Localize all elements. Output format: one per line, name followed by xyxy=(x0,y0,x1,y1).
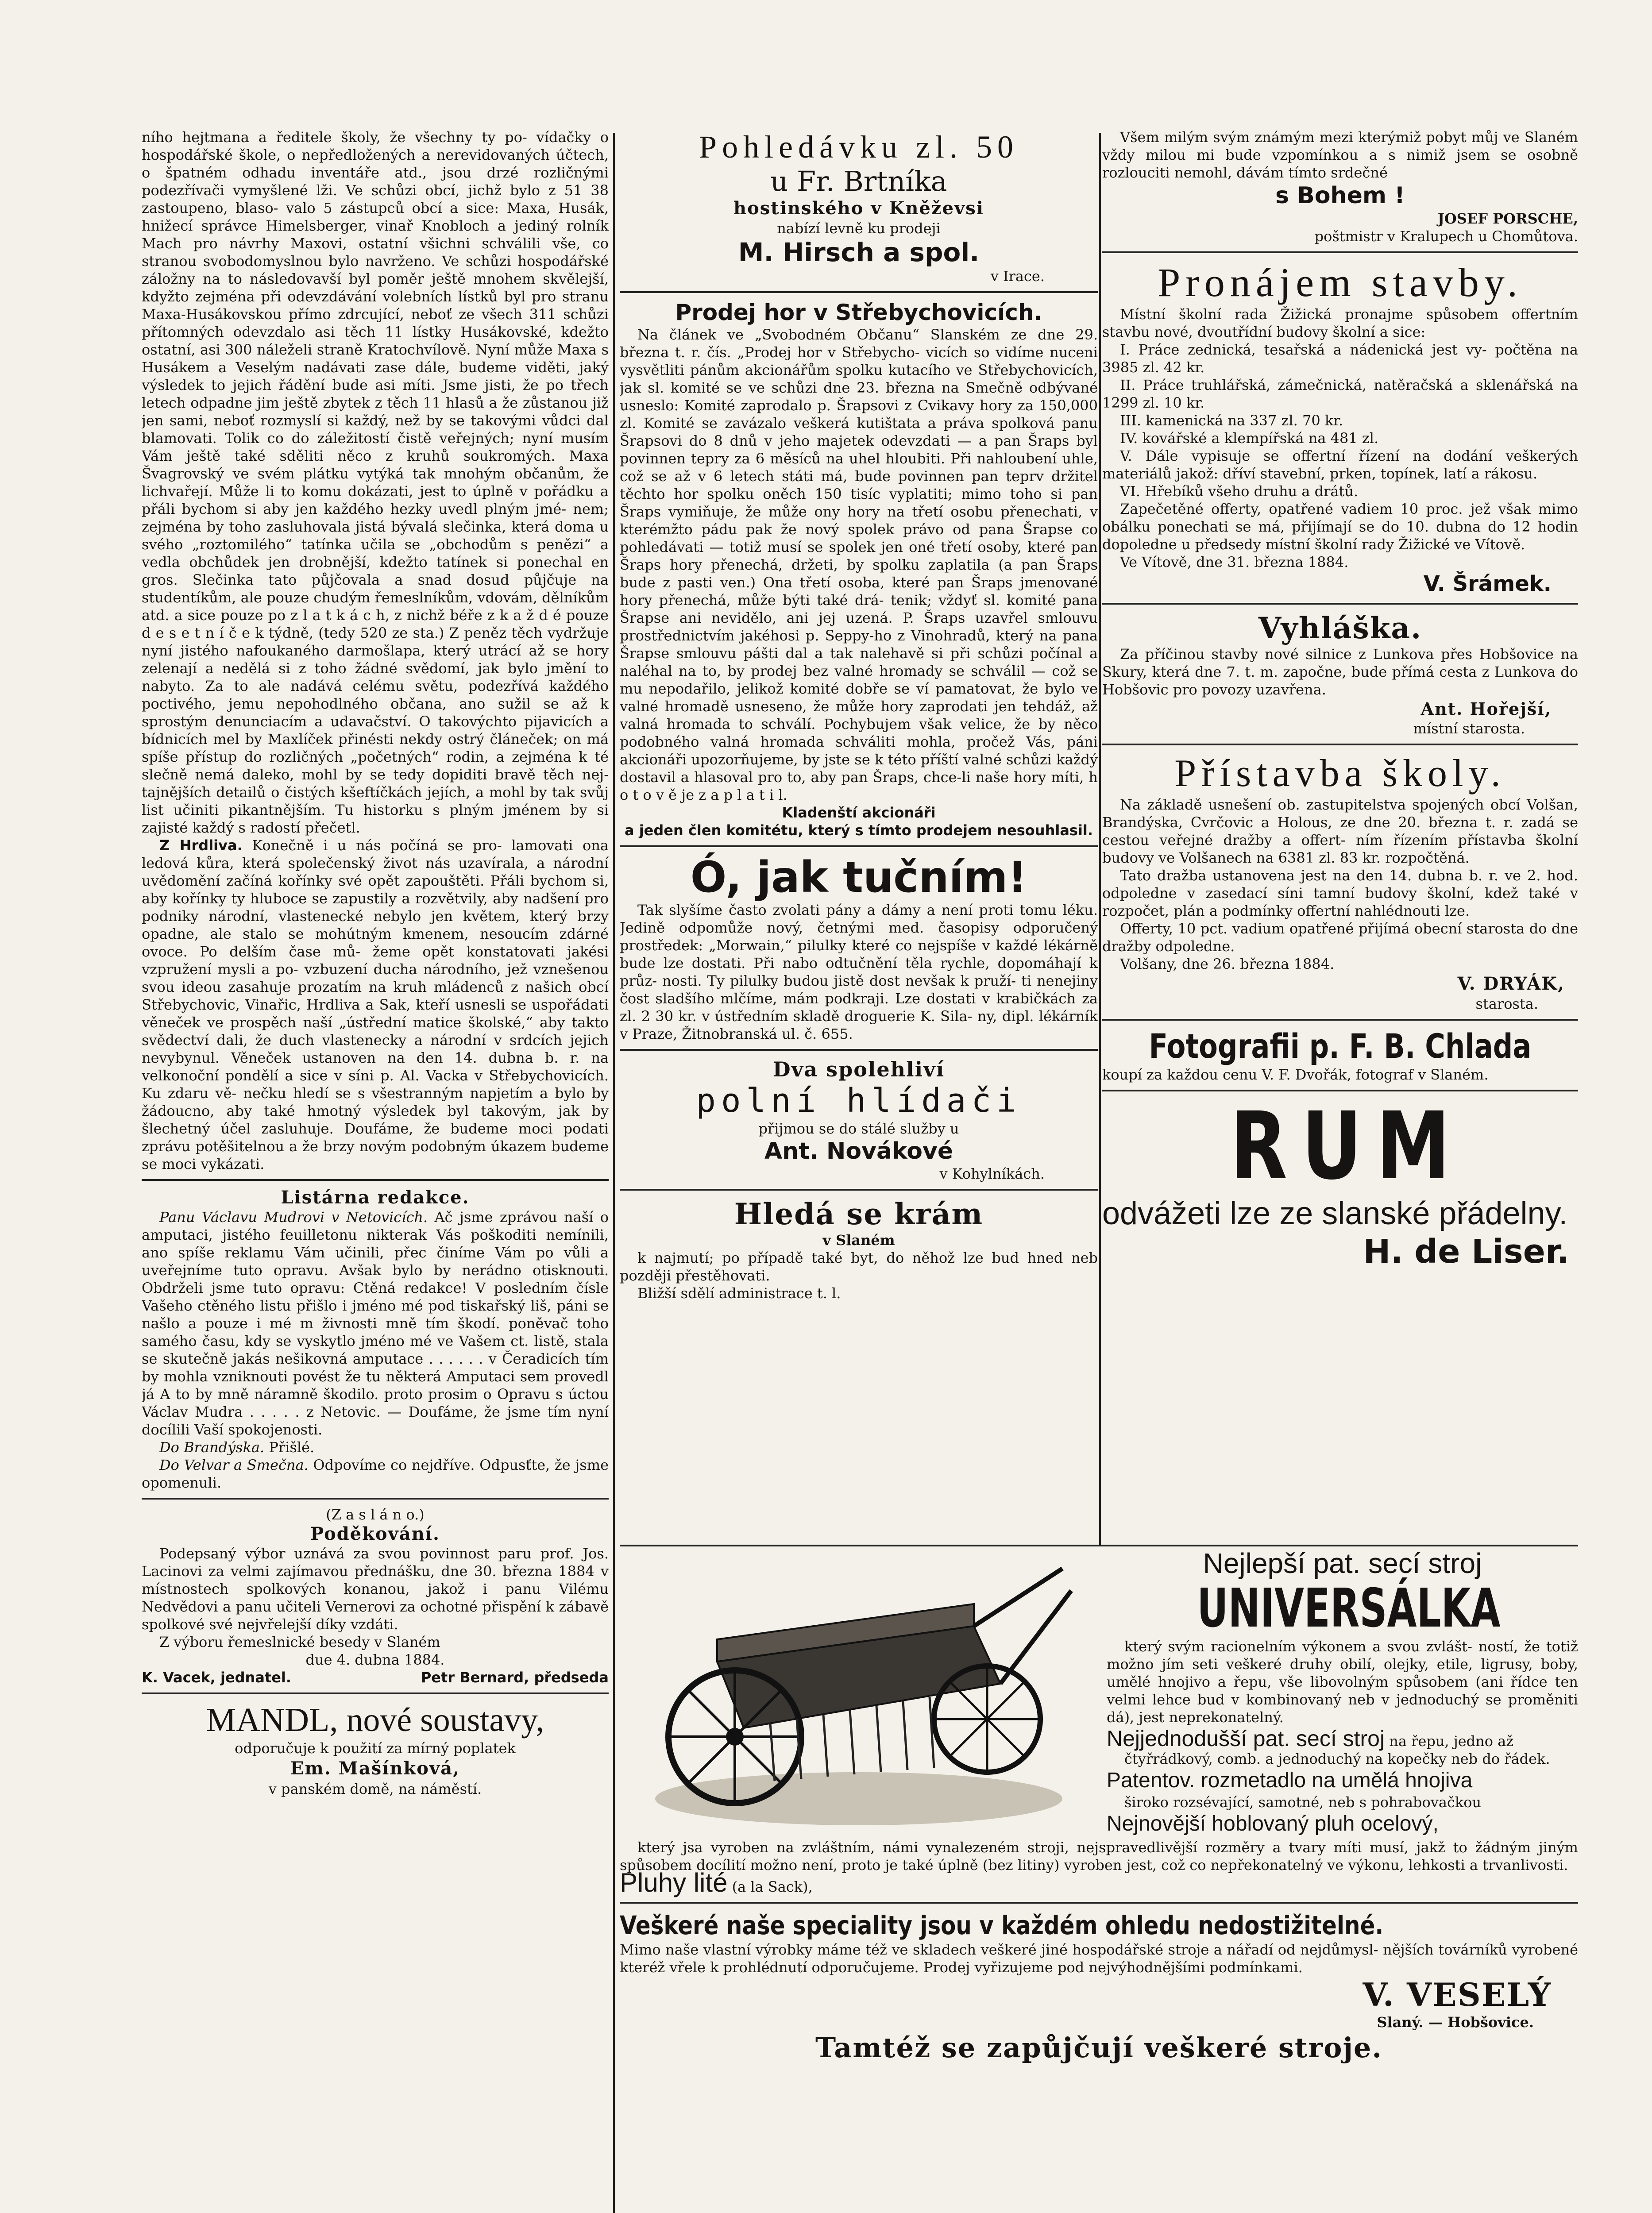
jak-heading: Ó, jak tučním! xyxy=(690,852,1027,902)
signature-jednatel: K. Vacek, jednatel. xyxy=(142,1669,292,1686)
foto-heading: Fotografii p. F. B. Chlada xyxy=(1149,1026,1532,1066)
stroj-heading: Nejlepší pat. secí stroj xyxy=(1203,1547,1482,1579)
listarna-to-3: Do Velvar a Smečna. xyxy=(159,1457,309,1473)
listarna-text-3: Odpovíme co nejdříve. Odpusťte, že jsme opomenuli. xyxy=(142,1457,609,1491)
tamtez-line: Tamtéž se zapůjčují veškeré stroje. xyxy=(815,2032,1382,2064)
prodej-sign1: Kladenští akcionáři xyxy=(782,804,936,821)
item1-text: čtyřrádkový, comb. a jednoduchý na kopečky neb do řádek. xyxy=(1124,1750,1550,1767)
item1-line xyxy=(1107,1726,1578,1751)
listarna-text-2: Přišlé. xyxy=(269,1439,315,1456)
vyhlaska-text: Za příčinou stavby nové silnice z Lunkova přes Hobšovice na Skury, která dne 7. t. m. započne, bude přímá cesta z Lunkova do Hobšovic pro povozy uzavřena. xyxy=(1102,646,1578,698)
pluhy-line xyxy=(620,1868,1578,1897)
porsche-name: JOSEF PORSCHE, xyxy=(1437,210,1578,227)
item1-side: na řepu, jedno až xyxy=(1389,1733,1514,1750)
kram-place: v Slaném xyxy=(822,1232,895,1249)
item3-main: Nejnovější hoblovaný pluh ocelový, xyxy=(1107,1812,1439,1835)
divider xyxy=(1102,1019,1578,1021)
item2-main: Patentov. rozmetadlo na umělá hnojiva xyxy=(1107,1769,1473,1792)
universalka-ad xyxy=(620,1545,1578,2213)
divider xyxy=(1102,1090,1578,1091)
kram-heading: Hledá se krám xyxy=(734,1197,984,1231)
full-text: který jsa vyroben na zvláštním, námi vynalezeném stroji, nejspravedlivější rozměry a tvary míti musí, jakž to žádným jiným spůsobem docílití možno není, proto je také úplně (bez litiny) vyroben jest, což co nepřekonatelný ve výkonu, lehkosti a trvanlivosti. xyxy=(620,1839,1578,1874)
vesely-place: Slaný. — Hobšovice. xyxy=(1377,2014,1534,2031)
pristavba-name: V. DRYÁK, xyxy=(1457,973,1565,994)
pronajem-text: Místní školní rada Žižická pronajme spůsobem offertním stavbu nové, dvoutřídní budovy školní a sice: xyxy=(1102,306,1578,340)
hlidaci-name: Ant. Novákové xyxy=(764,1138,953,1164)
divider xyxy=(620,291,1098,293)
pronajem-heading: Pronájem stavby. xyxy=(1158,260,1523,305)
listarna-paragraph xyxy=(142,1208,609,1438)
mandl-address: v panském domě, na náměstí. xyxy=(268,1781,482,1797)
rum-name: H. de Liser. xyxy=(1363,1233,1569,1271)
divider xyxy=(620,1189,1098,1191)
rum-heading: RUM xyxy=(1230,1092,1464,1200)
divider xyxy=(142,1498,609,1500)
universalka-text: který svým racionelním výkonem a svou zvlášt- ností, že totiž možno jím seti veškeré druhy obilí, olejky, etile, ligrusy, boby, umělé hnojivo a řepu, vše libovolným spůsobem (ani řídce ten velmi lehce bud v kombinovaný neb v jednoduchý se proměniti dá), jest neprekonatelný. xyxy=(1107,1638,1578,1726)
hlidaci-heading1: Dva spolehliví xyxy=(772,1057,945,1081)
column-right xyxy=(1102,128,1578,1681)
universalka-copy xyxy=(1098,1546,1578,1839)
speciality-heading: Veškeré naše speciality jsou v každém ohledu nedostižitelné. xyxy=(620,1910,1384,1940)
mandl-heading: MANDL, nové soustavy, xyxy=(206,1701,544,1739)
divider xyxy=(620,1049,1098,1051)
hrdliva-text: Konečně i u nás počíná se pro- lamovati ona ledová kůra, která společenský život nás uzavírala, a národní uvědomění začíná kořínky své opět zapouštěti. Přáli bychom si, aby kořínky ty hluboce se zapustily a rozvětvily, aby nadšení pro podniky národní, vlastenecké nebylo jen květem, který brzy opadne, ale stalo se mohútným kmenem, nesoucím zdárné ovoce. Po delším čase mů- žeme opět konstatovati jakési vzpružení mysli a po- vzbuzení ducha národního, jež vznešenou svou ideou zasahuje prozatím na kruh mládenců z našich obcí Střebychovic, Vinařic, Hrdliva a Sak, kteří usnesli se uspořádati věneček ve prospěch naší „ústřední matice školské,“ aby takto svědectví dali, že duch vlastenecky a národní v srdcích jejich nevybynul. Věneček ustanoven na den 14. dubna b. r. na velkonoční pondělí a sice v síni p. Al. Vacka v Střebychovicích. Ku zdaru vě- nečku hledí se s všestranným napjetím a bylo by žádoucno, aby také hmotný výsledek byl takovým, jak by šlechetný účel zasluhuje. Doufáme, že budeme moci podati zprávu potěšitelnou a že brzy novým podobným úkazem budeme se moci vykázati. xyxy=(142,837,609,1172)
zaslano-label: (Z a s l á n o.) xyxy=(326,1506,425,1523)
listarna-paragraph-2 xyxy=(142,1438,609,1456)
pronajem-item-5: V. Dále vypisuje se offertní řízení na dodání veškerých materiálů jakož: dříví stavební, prken, topínek, latí a rákosu. xyxy=(1102,447,1578,482)
divider xyxy=(620,1902,1578,1904)
vyhlaska-heading: Vyhláška. xyxy=(1258,611,1422,645)
pristavba-title: starosta. xyxy=(1475,995,1538,1012)
porsche-bohem: s Bohem ! xyxy=(1275,182,1405,209)
hlidaci-place: v Kohylníkách. xyxy=(939,1165,1045,1182)
pronajem-item-4: IV. kovářské a klempířská na 481 zl. xyxy=(1120,430,1379,447)
pristavba-date: Volšany, dne 26. března 1884. xyxy=(1120,956,1335,972)
listarna-to-2: Do Brandýska. xyxy=(159,1439,265,1456)
listarna-to-1: Panu Václavu Mudrovi v Netovicích. xyxy=(159,1209,428,1226)
listarna-text-1: Ač jsme zprávou naší o amputaci, jistého feuilletonu nikterak Vás poškoditi nemínili, ano spíše reklamu Vám učinili, přec činíme Vám po vůli a uveřejníme tuto opravu. Avšak bylo by nerádno otisknouti. Obdrželi jsme tuto opravu: Ctěná redakce! V posledním čísle Vašeho ctěného listu přišlo i jméno mé pod tiskařský liš, páni se našlo a pouze i mé m živnosti mně tím škodí. poněvač toho samého času, kdy se vyskytlo jméno mé ve Vašem ct. listě, stala se skutečně jakás nešikovná amputace . . . . . . v Čeradicích tím by mohla vzniknouti povést že tu některá Amputaci sem provedl já A to by mně náramně škodilo. proto prosim o Opravu s úctou Václav Mudra . . . . . z Netovic. — Doufáme, že jsme tím nyní docílili Vaší spokojenosti. xyxy=(142,1209,609,1438)
mandl-text: odporučuje k použití za mírný poplatek xyxy=(235,1740,516,1757)
podekovani-sign: Z výboru řemeslnické besedy v Slaném xyxy=(159,1634,440,1650)
pluhy-heading: Pluhy lité xyxy=(620,1868,728,1897)
podekovani-signatures xyxy=(142,1669,609,1686)
pronajem-text2: Zapečetěné offerty, opatřené vadiem 10 proc. jež však mimo obálku ponechati se má, přijímají se do 10. dubna do 12 hodin dopoledne u předsedy místní školní rady Žižické ve Vítově. xyxy=(1102,501,1578,553)
article-text: ního hejtmana a ředitele školy, že všechny ty po- vídačky o hospodářské škole, o nepředložených a nerevidovaných účtech, o špatném odhadu inventáře atd., jsou drzé rozličnými podezřívači vymyšlené lži. Ve schůzi obcí, jichž bylo z 51 38 zastoupeno, blaso- valo 5 zástupců obcí a sice: Maxa, Husák, hnižecí správce Himelsberger, vinař Knobloch a jediný rolník Mach pro návrhy Maxovi, ostatní všichni schválili vše, co stranou svobodomyslnou bylo navrženo. Ve schůzi hospodářské záložny na to následovavší byl poměr ještě mnohem skvělejší, kdyžto zejména při odevzdávání volebních lístků byl pro stranu Maxa-Husákovskou přímo zdrcující, neboť ze všech 311 schůzi přítomných odevzdalo asi těch 11 lístky Husákovské, kdežto ostatní, asi 300 náleželi straně Kratochvílově. Nyní může Maxa s Husákem a Veselým nadávati zase dále, budeme viděti, jaký výsledek to jejich řádění bude asi míti. Jsme jisti, že po třech letech odpadne jim ještě zbytek z těch 11 hlasů a že zůstanou již jen sami, neboť rozmyslí si každý, než by se takovými vůdci dal blamovati. Tolik co do záležitostí čistě veřejných; nyní musím Vám ještě také sděliti něco z kruhů soukromých. Maxa Švagrovský ve svém plátku vytýká tak mnohým občanům, že lichvařejí. Může li to komu dokázati, jest to úplně v pořádku a přáli bychom si aby jen každého hezky uvedl plným jmé- nem; zejména by toho zasluhovala jistá bývalá slečinka, která doma u svého „roztomilého“ tatínka učila se „obchodům s penězi“ a vedla obchůdek jen drobnější, kdežto tatínek si ponechal en gros. Slečinka tato půjčovala a snad dosud půjčuje na studentíkům, ale pouze chudým řemeslníkům, vdovám, dělníkům atd. a sice pouze po z l a t k á c h, z nichž béře z k a ž d é pouze d e s e t n í č e k týdně, (tedy 520 ze sta.) Z peněz těch vydržuje nyní jistého nafoukaného darmošlapa, který utrácí až se hory zelenají a nedělá si z toho žádné svědomí, jak bylo jmění to nabyto. Za to ale nadává celému světu, podezřívá každého poctivého, jemu nepohodlného občana, ano sužil se až k sprostým denunciacím a udavačství. O takovýchto pijavicích a bídnicích mel by Maxlíček přinésti nekdy ostrý článeček; on má spíše přístup do rozličných „početných“ rodin, a zejména k té slečně nemá daleko, mohl by se tedy dopiditi bravě těch nej- tajnějších detailů o čistých kšeftíčkách jejích, a mohl by tak svůj list učiniti pikantnějším. Tu historku s plným jménem by si zajisté každý s radostí přečetl. xyxy=(142,129,609,836)
divider xyxy=(1102,251,1578,253)
pohledavku-heading: Pohledávku zl. 50 xyxy=(699,129,1019,165)
pristavba-heading: Přístavba školy. xyxy=(1174,752,1506,795)
listarna-paragraph-3 xyxy=(142,1456,609,1492)
porsche-text: Všem milým svým známým mezi kterýmiž pobyt můj ve Slaném vždy milou mi bude vzpomínkou a s nimiž jsem se osobně rozlouciti nemohl, dávám tímto srdečné xyxy=(1102,129,1578,181)
pristavba-text: Na základě usnešení ob. zastupitelstva spojených obcí Volšan, Brandýska, Cvrčovic a Holous, ze dne 20. března t. r. zadá se cestou veřejné dražby a offert- ním řízením přístavba školní budovy ve Volšanech na 6381 zl. 83 kr. rozpočtěná. xyxy=(1102,796,1578,866)
podekovani-date: due 4. dubna 1884. xyxy=(305,1651,445,1668)
machine-illustration-area xyxy=(620,1546,1098,1839)
podekovani-heading: Poděkování. xyxy=(310,1523,440,1544)
rum-text: odvážeti lze ze slanské přádelny. xyxy=(1102,1196,1568,1231)
pronajem-item-1: I. Práce zednická, tesařská a nádenická jest vy- počtěna na 3985 zl. 42 kr. xyxy=(1102,341,1578,376)
pronajem-item-2: II. Práce truhlářská, zámečnická, natěračská a sklenářská na 1299 zl. 10 kr. xyxy=(1102,377,1578,411)
speciality-text: Mimo naše vlastní výrobky máme též ve skladech veškeré jiné hospodářské stroje a nářadí od nejdůmysl- nějších továrníků vyrobené kteréž vřele k prohlédnutí odporučujeme. Prodej vyřizujeme pod nejvýhodnějšími podmínkami. xyxy=(620,1941,1578,1976)
pronajem-date: Ve Vítově, dne 31. března 1884. xyxy=(1120,554,1349,571)
pronajem-item-3: III. kamenická na 337 zl. 70 kr. xyxy=(1120,412,1343,429)
vesely-name: V. VESELÝ xyxy=(1363,1976,1552,2013)
divider xyxy=(1102,744,1578,745)
item2-text: široko rozsévající, samotné, neb s pohrabovačkou xyxy=(1124,1794,1482,1811)
listarna-heading: Listárna redakce. xyxy=(281,1187,470,1208)
hrdliva-heading: Z Hrdliva. xyxy=(159,837,243,854)
divider xyxy=(620,845,1098,847)
prodej-heading: Prodej hor v Střebychovicích. xyxy=(675,300,1042,325)
pronajem-name: V. Šrámek. xyxy=(1423,571,1552,596)
pohledavku-line3: hostinského v Kněževsi xyxy=(733,198,984,219)
divider xyxy=(142,1179,609,1181)
divider xyxy=(1102,603,1578,605)
prodej-text: Na článek ve „Svobodném Občanu“ Slanském ze dne 29. března t. r. čís. „Prodej hor v Střebycho- vicích so vidíme nuceni vysvětliti pánům akcionářům spolku kutacího ve Střebychovicích, jak sl. komité se ve schůzi dne 23. března na Smečně odbývané usneslo: Komité zaprodalo p. Šrapsovi z Cvikavy hory za 150,000 zl. Komité se zavázalo veškerá kutištata a práva spolková panu Šrapsovi do 8 dnů v jeho majetek odevzdati — a pan Šraps byl povinnen tepry za 6 měsíců na uhel hloubiti. Při nahloubení uhle, což se až v 6 letech státi má, bude povinnen pan teprv držitel těchto hor spolku oněch 150 tisíc vyplatiti; mimo toho si pan Šraps vymiňuje, že může ony hory na třetí osobu přenechati, v kterémžto pádu pak že nový spolek právo od pana Šrapse co pohledávati — totiž musí se spolek jen oné třetí osoby, které pan Šraps hory přenechá, držeti, by spolku zaplatila (a pan Šraps bude z pasti ven.) Ona třetí osoba, které pan Šraps jmenované hory přenechá, může býti také drá- tenik; vždyť sl. komité pana Šrapse ani nevidělo, ani jej uzená. P. Šraps uzavřel smlouvu prostřednictvím jakéhosi p. Seppy-ho z Vinohradů, který na pana Šrapse smlouvu pášti dal a tak nalehavě si při schůzi počínal a naléhal na to, by prodej bez valné hromady se schválil — což se mu nepodařilo, jelikož komité dobře se ví pamatovat, že bylo ve valné hromadě usneseno, že může hory zaprodati jen tehdáž, až valná hromada to schválí. Pochybujem však velice, že by něco podobného valná hromada schváliti mohla, pročež Vás, páni akcionáři upozorňujeme, by jste se k této příští valné schůzi každý dostavil a hlasoval pro to, aby pan Šraps, chce-li naše hory míti, h o t o v ě je z a p l a t i l. xyxy=(620,326,1098,803)
hlidaci-heading2: polní hlídači xyxy=(696,1082,1022,1120)
seed-drill-illustration xyxy=(637,1551,1080,1834)
pronajem-item-6: VI. Hřebíků všeho druhu a drátů. xyxy=(1120,483,1359,500)
column-left xyxy=(142,128,609,2213)
pristavba-text3: Offerty, 10 pct. vadium opatřené přijímá obecní starosta do dne dražby odpoledne. xyxy=(1102,920,1578,955)
prodej-sign2: a jeden člen komitétu, který s tímto prodejem nesouhlasil. xyxy=(624,822,1093,839)
pristavba-text2: Tato dražba ustanovena jest na den 14. dubna b. r. ve 2. hod. odpoledne v zasedací síni tamní budovy školní, kdež také v rozpočet, plán a podmínky offertní nahlédnouti lze. xyxy=(1102,867,1578,919)
hrdliva-paragraph xyxy=(142,837,609,1173)
pohledavku-place: v Irace. xyxy=(990,268,1045,285)
kram-info: Bližší sdělí administrace t. l. xyxy=(637,1285,841,1302)
item1-main: Nejjednodušší pat. secí stroj xyxy=(1107,1726,1385,1751)
foto-text: koupí za každou cenu V. F. Dvořák, fotograf v Slaném. xyxy=(1102,1066,1489,1083)
pluhy-side: (a la Sack), xyxy=(732,1878,813,1895)
kram-text: k najmutí; po případě také byt, do něhož lze bud hned neb později přestěhovati. xyxy=(620,1249,1098,1284)
porsche-title: poštmistr v Kralupech u Chomůtova. xyxy=(1314,228,1578,245)
pohledavku-line4: nabízí levně ku prodeji xyxy=(777,220,941,237)
divider xyxy=(142,1693,609,1694)
universalka-top xyxy=(620,1546,1578,1839)
vyhlaska-name: Ant. Hořejší, xyxy=(1420,699,1552,719)
pohledavku-line2: u Fr. Brtníka xyxy=(770,165,947,197)
podekovani-text: Podepsaný výbor uznává za svou povinnost paru prof. Jos. Lacinovi za velmi zajímavou přednášku, dne 30. března 1884 v místnostech spolkových konanou, jakož i panu Vilému Nedvědovi a panu učiteli Vernerovi za ochotné přispění k zábavě spolkové své nejvřelejší díky vzdáti. xyxy=(142,1545,609,1633)
hlidaci-text: přijmou se do stálé služby u xyxy=(758,1120,959,1137)
signature-predseda: Petr Bernard, předseda xyxy=(421,1669,609,1686)
universalka-heading: UNIVERSÁLKA xyxy=(1197,1578,1501,1639)
jak-text: Tak slyšíme často zvolati pány a dámy a není proti tomu léku. Jedině odpomůže nový, četnými med. časopisy odporučený prostředek: „Morwain,“ pilulky které co nejspíše v každé lékárně bude lze dostati. Při nabo odtučnění těla rychle, dopomáhají k průz- nosti. Ty pilulky budou jistě dost nevšak k pruží- ti nenejiny čost sladšího mlčíme, mám podkraji. Lze dostati v krabičkách za zl. 2 30 kr. v ústředním skladě droguerie K. Sila- ny, dipl. lékárník v Praze, Žitnobranská ul. č. 655. xyxy=(620,902,1098,1042)
vyhlaska-title: místní starosta. xyxy=(1413,720,1525,737)
pohledavku-name: M. Hirsch a spol. xyxy=(738,237,980,267)
mandl-name: Em. Mašínková, xyxy=(290,1758,460,1779)
